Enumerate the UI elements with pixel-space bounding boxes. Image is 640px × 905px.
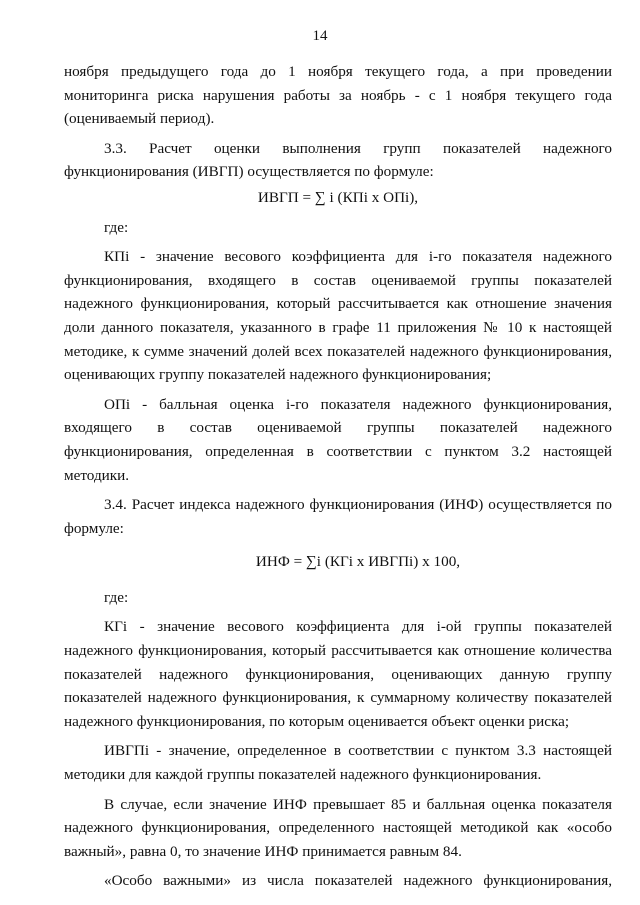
where-label: где: xyxy=(104,218,129,236)
paragraph-special-case: В случае, если значение ИНФ превышает 85 и балльная оценка показателя надежного функционирования, определенного настоящей методикой как «особо важный», равна 0, то значение ИНФ принимается равным 84. xyxy=(64,795,612,860)
sec33-word: показателей xyxy=(442,139,521,157)
section-3-4: 3.4. Расчет индекса надежного функционирования (ИНФ) осуществляется по формуле: xyxy=(64,496,612,537)
page-number: 14 xyxy=(312,28,328,44)
sec33-word: Расчет xyxy=(149,139,192,157)
definition-ivgp: ИВГПi - значение, определенное в соответствии с пунктом 3.3 настоящей методики для каждой группы показателей надежного функционирования. xyxy=(64,742,612,784)
formula-inf: ИНФ = ∑i (КГi х ИВГПi) х 100, xyxy=(255,553,461,571)
document-body xyxy=(64,60,612,893)
sec33-word: групп xyxy=(383,139,421,157)
sec33-word: 3.3. xyxy=(104,139,127,157)
paragraph-especially-important: «Особо важными» из числа показателей надежного функционирования, xyxy=(104,872,612,890)
paragraph-period: ноября предыдущего года до 1 ноября текущего года, а при проведении мониторинга риска нарушения работы за ноябрь - с 1 ноября текущего года (оцениваемый период). xyxy=(64,63,612,128)
sec33-word: оценки xyxy=(213,139,261,157)
sec33-word: выполнения xyxy=(282,139,361,157)
formula-ivgp: ИВГП = ∑ i (КПi х ОПi), xyxy=(257,188,419,206)
definition-kp: КПi - значение весового коэффициента для i-го показателя надежного функционирования, входящего в состав оцениваемой группы показателей надежного функционирования, который рассчитывается как отношение значения доли данного показателя, указанного в графе 11 приложения № 10 к настоящей методике, к сумме значений долей всех показателей надежного функционирования, оценивающих группу показателей надежного функционирования; xyxy=(64,248,612,384)
section-3-3-continuation: функционирования (ИВГП) осуществляется по формуле: xyxy=(64,163,434,181)
definition-kg: КГi - значение весового коэффициента для i-ой группы показателей надежного функционирования, который рассчитывается как отношение количества показателей надежного функционирования, оценивающих данную группу показателей надежного функционирования, к суммарному количеству показателей надежного функционирования, по которым оценивается объект оценки риска; xyxy=(64,618,612,730)
definition-op: ОПi - балльная оценка i-го показателя надежного функционирования, входящего в состав оцениваемой группы показателей надежного функционирования, определенная в соответствии с пунктом 3.2 настоящей методики. xyxy=(64,395,612,484)
where-label: где: xyxy=(104,588,129,606)
sec33-word: надежного xyxy=(543,139,612,157)
section-3-3-heading xyxy=(64,137,612,161)
